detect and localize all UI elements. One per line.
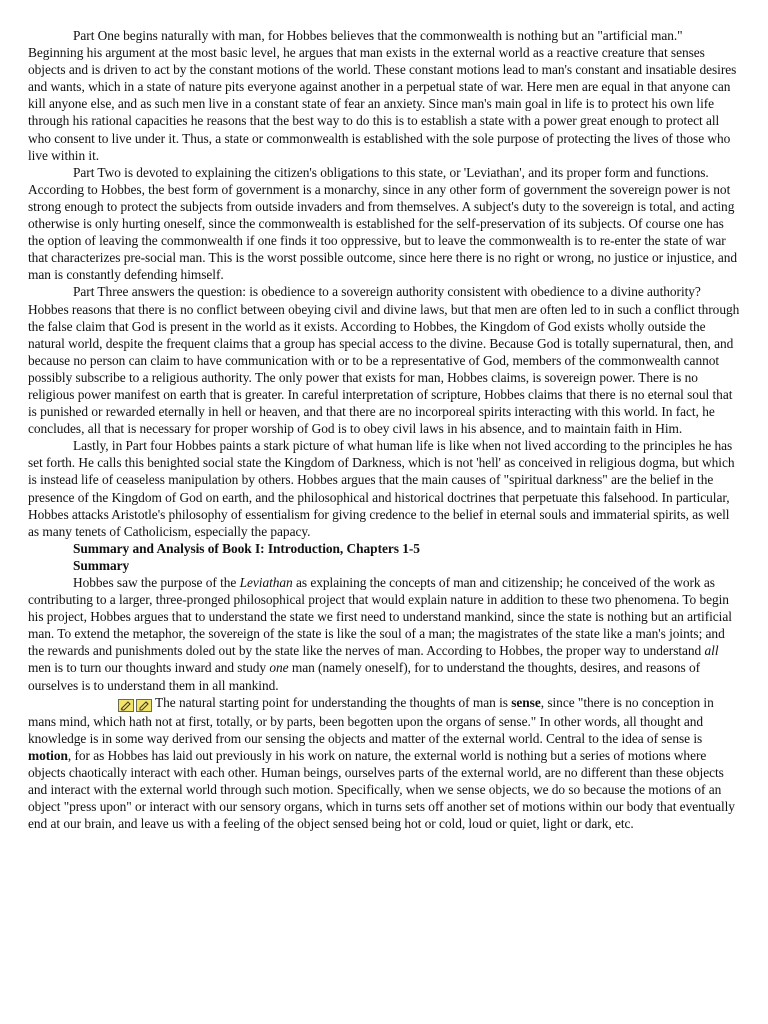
paragraph-part-one: Part One begins naturally with man, for Hobbes believes that the commonwealth is nothing but an "artificial man." Beginning his argument at the most basic level, he argues that man exists in the external world as a reactive creature that senses objects and is driven to act by the constant motions of the world. These constant motions lead to man's constant and insatiable desires and wants, which in a state of nature pits everyone against another in a perpetual state of war. Here men are equal in that anyone can kill anyone else, and as such men live in a constant state of fear an anxiety. Since man's main goal in life is to protect his own life through his rational capacities he reasons that the best way to do this is to establish a state with a power great enough to protect all who consent to live under it. Thus, a state or commonwealth is established with the sole purpose of protecting the lives of those who live within it.	[28, 28, 737, 163]
summary-heading: Summary	[73, 557, 130, 573]
emphasis-one: one	[269, 660, 289, 676]
summary-text-4: man (namely oneself), for to understand the thoughts, desires, and reasons of ourselves is to understand them in all mankind.	[28, 660, 701, 693]
term-sense: sense	[511, 694, 541, 710]
section-heading: Summary and Analysis of Book I: Introduction, Chapters 1-5	[73, 540, 420, 556]
edit-note-icon[interactable]	[136, 699, 152, 712]
sense-text-3: , for as Hobbes has laid out previously in his work on nature, the external world is nothing but a series of motions where objects chaotically interact with each other. Human beings, ourselves parts of the external world, are no different than these objects and interact with the external world through such motion. Specifically, when we sense objects, we do so because the motions of an object "press upon" or interact with our sensory organs, which in turns sets off another set of motions within our body that eventually end at our brain, and leave us with a feeling of the object sensed being hot or cold, loud or quiet, light or dark, etc.	[28, 747, 735, 832]
summary-text-2: as explaining the concepts of man and citizenship; he conceived of the work as contributing to a larger, three-pronged philosophical project that would explain nature in addition to these two phenomena. To begin his project, Hobbes argues that to understand the state we first need to understand mankind, since the state is nothing but an artificial man. To extend the metaphor, the sovereign of the state is like the soul of a man; the magistrates of the state like a man's joints; and the rewards and punishments doled out by the state like the nerves of man. According to Hobbes, the proper way to understand	[28, 575, 732, 659]
sense-text-2: , since "there is no conception in mans mind, which hath not at first, totally, or by parts, been begotten upon the organs of sense." In other words, all thought and knowledge is in some way derived from our sensing the objects and matter of the external world. Central to the idea of sense is	[28, 694, 714, 746]
paragraph-sense	[28, 694, 741, 833]
annotation-icons[interactable]	[73, 696, 154, 713]
term-motion: motion	[28, 747, 68, 763]
document-page	[28, 27, 741, 832]
sense-text-1: The natural starting point for understanding the thoughts of man is	[155, 694, 512, 710]
edit-note-icon[interactable]	[118, 699, 134, 712]
paragraph-part-three: Part Three answers the question: is obedience to a sovereign authority consistent with obedience to a divine authority? Hobbes reasons that there is no conflict between obeying civil and divine laws, but that men are often led to in such a conflict through the false claim that God is present in the world as it exists. According to Hobbes, the Kingdom of God exists wholly outside the natural world, despite the frequent claims that a group has special access to the divine. Because God is totally supernatural, then, and because no person can claim to have communication with or to be a representative of God, members of the commonwealth cannot possibly subscribe to a religious authority. The only power that exists for man, Hobbes claims, is sovereign power. There is no religious power manifest on earth that is greater. In careful interpretation of scripture, Hobbes claims that there is no eternal soul that is punished or rewarded eternally in hell or heaven, and that there are no incorporeal spirits interacting with this world. In fact, he concludes, all that is necessary for proper worship of God is to obey civil laws in his absence, and to maintain faith in Him.	[28, 284, 740, 437]
summary-text-1: Hobbes saw the purpose of the	[73, 575, 240, 590]
paragraph-part-two: Part Two is devoted to explaining the citizen's obligations to this state, or 'Leviathan', and its proper form and functions. According to Hobbes, the best form of government is a monarchy, since in any other form of government the sovereign power is not strong enough to protect the subjects from outside invaders and from themselves. A subject's duty to the sovereign is total, and acting otherwise is only hurting oneself, since the commonwealth is established for the self-preservation of its subjects. Of course one has the option of leaving the commonwealth if one finds it too oppressive, but to leave the commonwealth is to re-enter the state of war that characterizes pre-social man. This is the worst possible outcome, since here there is no right or wrong, no justice or injustice, and man is constantly defending himself.	[28, 164, 738, 283]
summary-text-3: men is to turn our thoughts inward and study	[28, 660, 270, 676]
paragraph-part-four: Lastly, in Part four Hobbes paints a stark picture of what human life is like when not lived according to the principles he has set forth. He calls this benighted social state the Kingdom of Darkness, which is not 'hell' as conceived in religious dogma, but which is instead life of ceaseless manipulation by others. Hobbes argues that the main causes of "spiritual darkness" are the belief in the presence of the Kingdom of God on earth, and the philosophical and historical doctrines that perpetuate this falsehood. In particular, Hobbes attacks Aristotle's philosophy of essentialism for giving credence to the belief in eternal souls and immaterial spirits, as well as many tenets of Catholicism, especially the papacy.	[28, 438, 735, 539]
leviathan-title: Leviathan	[239, 575, 293, 590]
paragraph-summary	[28, 574, 741, 694]
emphasis-all: all	[704, 643, 719, 659]
